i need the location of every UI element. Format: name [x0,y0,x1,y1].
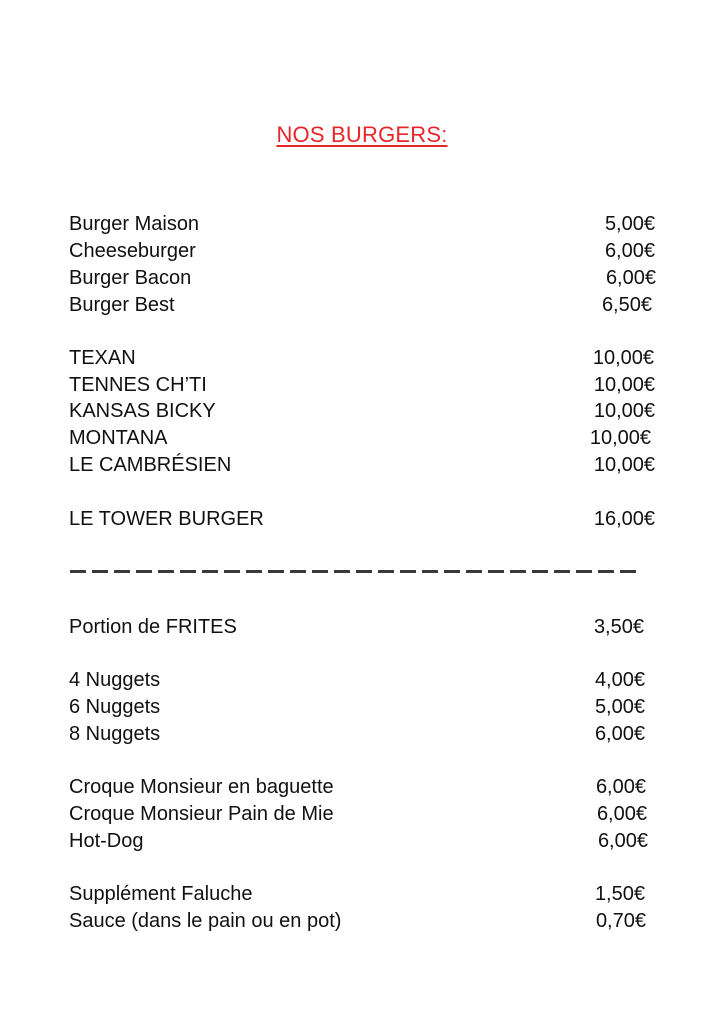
menu-item [69,908,646,935]
menu-item [69,694,645,721]
menu-item [69,265,656,292]
menu-item-name: Portion de FRITES [69,616,237,638]
menu-item-price: 5,00€ [604,213,655,235]
menu-item-name: Burger Best [69,294,175,316]
menu-item [69,881,645,908]
menu-item-name: KANSAS BICKY [69,400,216,422]
menu-item-price: 1,50€ [594,883,645,905]
menu-item-name: Burger Bacon [69,267,192,289]
menu-item-name: TEXAN [69,347,136,369]
menu-item-price: 3,50€ [593,616,644,638]
menu-item-name: LE CAMBRÉSIEN [69,454,232,476]
menu-item [69,721,645,748]
menu-item [69,667,645,694]
menu-item-price: 6,00€ [597,830,648,852]
menu-item-price: 10,00€ [592,347,654,369]
menu-item-price: 10,00€ [593,400,655,422]
menu-item-price: 0,70€ [595,910,646,932]
menu-item-name: Hot-Dog [69,830,144,852]
menu-item [69,238,655,265]
menu-item [69,398,655,425]
menu-item-name: MONTANA [69,427,168,449]
menu-item-name: 6 Nuggets [69,696,161,718]
menu-item-name: Supplément Faluche [69,883,253,905]
menu-item-name: 4 Nuggets [69,669,161,691]
menu-item-price: 16,00€ [593,508,655,530]
menu-item-price: 6,00€ [595,776,646,798]
menu-item [69,292,652,319]
menu-item-name: Croque Monsieur Pain de Mie [69,803,334,825]
menu-item-name: TENNES CH’TI [69,374,207,396]
menu-item-name: LE TOWER BURGER [69,508,264,530]
menu-item [69,506,655,533]
menu-item [69,828,648,855]
menu-item-price: 5,00€ [594,696,645,718]
menu-item-price: 6,00€ [605,267,656,289]
menu-item-price: 6,50€ [601,294,652,316]
menu-item-price: 4,00€ [594,669,645,691]
menu-item-name: 8 Nuggets [69,723,161,745]
menu-item-price: 6,00€ [604,240,655,262]
menu-item-name: Sauce (dans le pain ou en pot) [69,910,342,932]
menu-item-price: 10,00€ [589,427,651,449]
menu-item [69,801,647,828]
menu-item-name: Croque Monsieur en baguette [69,776,334,798]
menu-item [69,774,646,801]
menu-item-price: 6,00€ [596,803,647,825]
menu-item [69,614,644,641]
menu-item [69,425,651,452]
menu-item-price: 6,00€ [594,723,645,745]
menu-item [69,452,655,479]
menu-item-name: Burger Maison [69,213,200,235]
menu-item [69,372,655,399]
menu-item-price: 10,00€ [593,374,655,396]
dashed-divider [70,570,636,573]
menu-item-price: 10,00€ [593,454,655,476]
menu-item [69,345,654,372]
menu-item [69,211,655,238]
menu-title: NOS BURGERS: [276,122,448,147]
menu-item-name: Cheeseburger [69,240,196,262]
